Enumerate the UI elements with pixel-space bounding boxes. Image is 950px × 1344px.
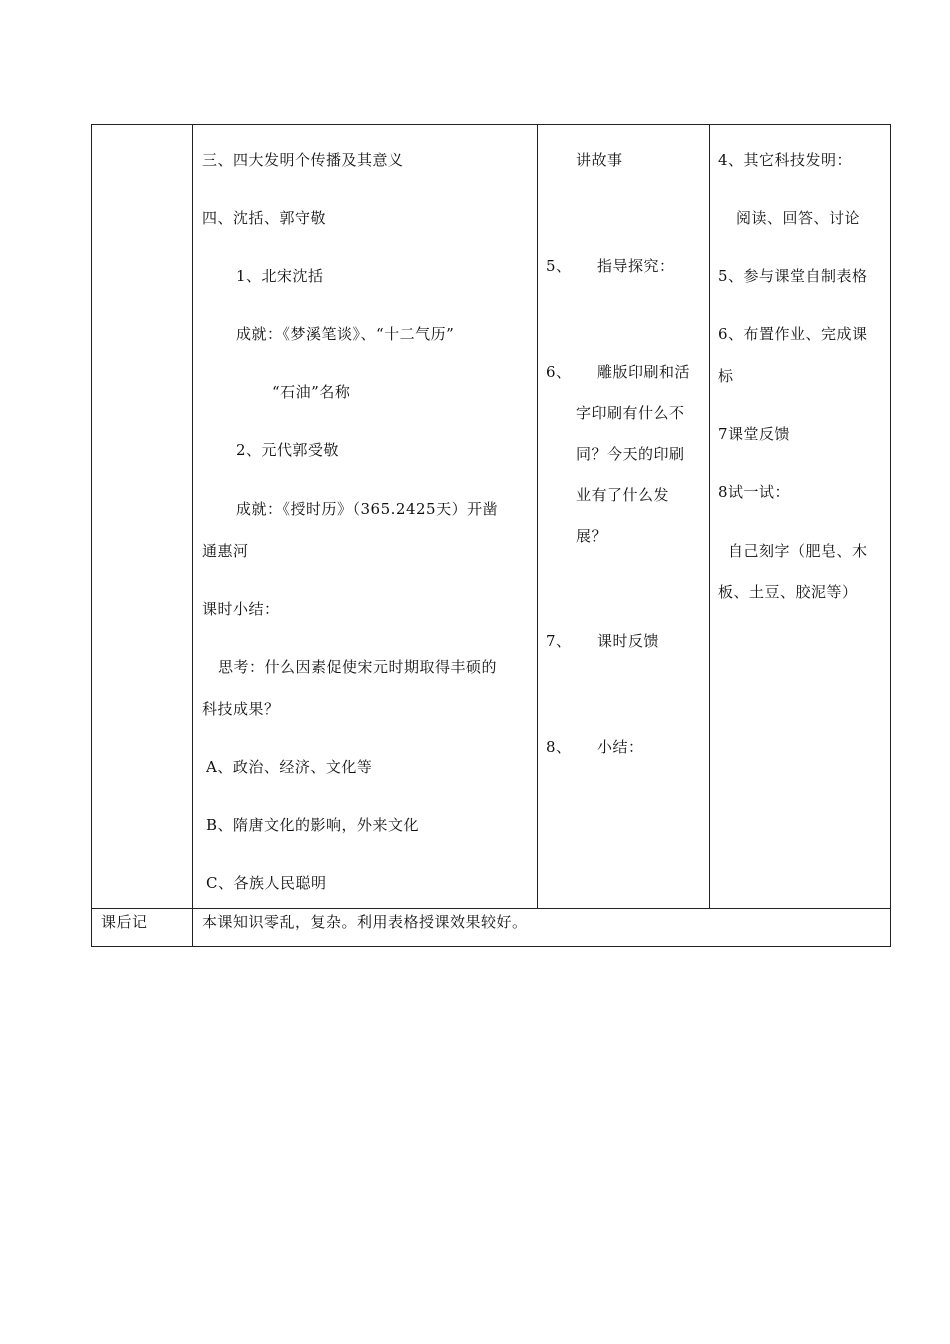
content-line: 思考：什么因素促使宋元时期取得丰硕的 (218, 658, 498, 676)
table-left-border (91, 124, 92, 947)
activity-item-text: 同？今天的印刷 (576, 445, 685, 463)
footer-note: 本课知识零乱，复杂。利用表格授课效果较好。 (202, 913, 528, 931)
activity-item-text: 业有了什么发 (576, 486, 670, 504)
activity-item-text: 指导探究： (597, 257, 675, 275)
student-line: 7课堂反馈 (718, 425, 791, 443)
activity-intro: 讲故事 (576, 151, 623, 169)
table-col-divider-1 (192, 124, 193, 947)
content-line: B、隋唐文化的影响，外来文化 (206, 816, 420, 834)
activity-item-num: 5、 (546, 257, 572, 275)
table-top-border (91, 124, 891, 125)
activity-item-num: 6、 (546, 363, 572, 381)
activity-item-text: 小结： (597, 738, 644, 756)
content-line: 三、四大发明个传播及其意义 (202, 151, 404, 169)
student-line: 板、土豆、胶泥等） (718, 583, 858, 601)
content-line: A、政治、经济、文化等 (206, 758, 373, 776)
content-line: 四、沈括、郭守敬 (202, 209, 327, 227)
content-line: 1、北宋沈括 (236, 267, 324, 285)
student-line: 5、参与课堂自制表格 (718, 267, 868, 285)
content-line: 成就：《授时历》（365.2425天）开凿 (236, 500, 499, 518)
content-line: 科技成果？ (202, 700, 280, 718)
student-line: 标 (718, 367, 734, 385)
activity-item-text: 课时反馈 (597, 632, 660, 650)
student-line: 阅读、回答、讨论 (736, 209, 861, 227)
content-line: “石油”名称 (272, 383, 351, 401)
content-line: C、各族人民聪明 (206, 874, 327, 892)
table-right-border (890, 124, 891, 947)
student-line: 8试一试： (718, 483, 791, 501)
student-line: 4、其它科技发明： (718, 151, 853, 169)
activity-item-text: 雕版印刷和活 (597, 363, 691, 381)
student-line: 6、布置作业、完成课 (718, 325, 868, 343)
student-line: 自己刻字（肥皂、木 (728, 542, 868, 560)
content-line: 课时小结： (202, 600, 280, 618)
footer-label: 课后记 (101, 913, 148, 931)
activity-item-num: 7、 (546, 632, 572, 650)
content-line: 2、元代郭受敬 (236, 441, 340, 459)
activity-item-text: 展？ (576, 527, 608, 545)
table-row-divider (91, 908, 891, 909)
content-line: 成就：《梦溪笔谈》、“十二气历” (236, 325, 455, 343)
table-col-divider-2 (537, 124, 538, 909)
content-line: 通惠河 (202, 542, 249, 560)
table-bottom-border (91, 946, 891, 947)
activity-item-num: 8、 (546, 738, 572, 756)
activity-item-text: 字印刷有什么不 (576, 404, 685, 422)
table-col-divider-3 (709, 124, 710, 909)
